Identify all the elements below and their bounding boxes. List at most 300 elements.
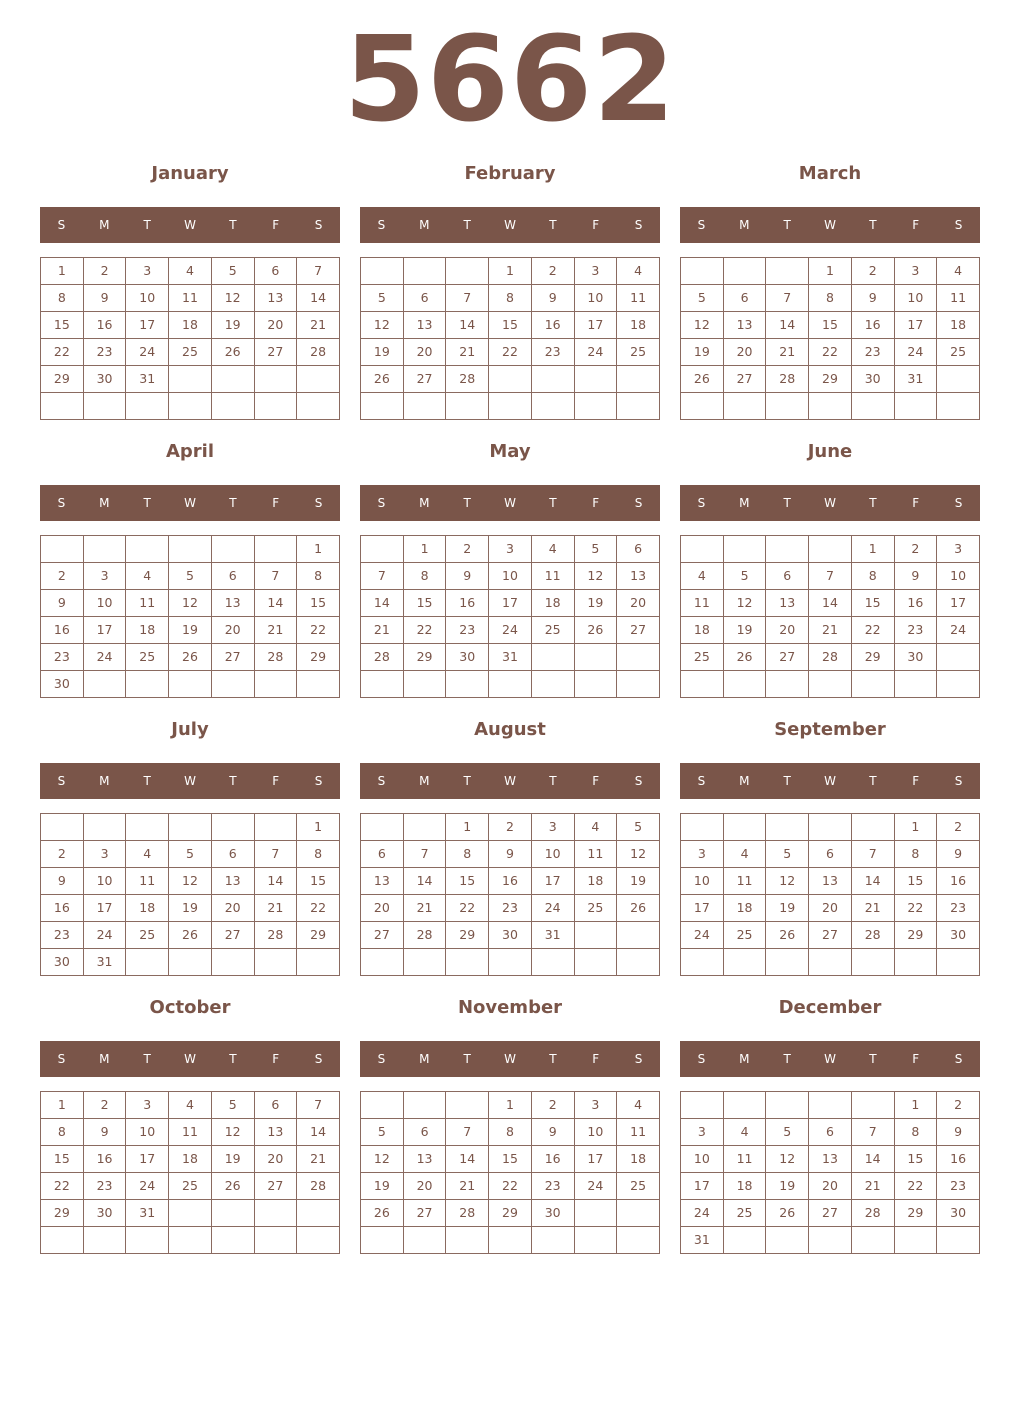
day-cell [254,366,297,393]
day-cell: 13 [254,285,297,312]
day-cell [894,671,937,698]
day-cell: 3 [681,841,724,868]
week-row [681,868,980,895]
day-cell [83,671,126,698]
day-cell: 16 [489,868,532,895]
week-row [41,366,340,393]
weekday-label: S [314,218,323,232]
day-cell: 23 [937,895,980,922]
week-row [361,339,660,366]
day-cell [446,671,489,698]
day-cell [297,1200,340,1227]
day-cell: 12 [723,590,766,617]
day-cell: 4 [617,1092,660,1119]
weekday-label: T [143,218,151,232]
day-cell [297,366,340,393]
day-cell: 12 [681,312,724,339]
day-cell: 16 [83,1146,126,1173]
day-cell: 2 [937,1092,980,1119]
day-cell [403,1092,446,1119]
day-cell [937,393,980,420]
month-grid [40,156,980,1258]
weekday-label: T [783,218,791,232]
day-cell [254,1200,297,1227]
day-cell: 16 [851,312,894,339]
day-cell [41,393,84,420]
day-cell: 26 [169,644,212,671]
day-cell: 20 [403,1173,446,1200]
weekday-label: S [314,1052,323,1066]
day-cell [723,258,766,285]
weekday-label: F [912,496,920,510]
weekday-label: F [592,218,600,232]
day-cell [723,1092,766,1119]
day-cell: 17 [531,868,574,895]
weekday-label: T [783,1052,791,1066]
day-cell: 26 [681,366,724,393]
day-cell: 1 [809,258,852,285]
day-cell: 26 [723,644,766,671]
weekday-header [680,485,980,521]
day-cell: 18 [126,617,169,644]
week-row [41,671,340,698]
day-cell: 17 [574,1146,617,1173]
day-cell: 12 [766,1146,809,1173]
week-row [361,590,660,617]
day-cell [126,814,169,841]
day-cell [617,366,660,393]
day-cell [254,949,297,976]
day-cell: 10 [894,285,937,312]
week-row [41,895,340,922]
day-cell: 11 [126,868,169,895]
day-cell: 5 [617,814,660,841]
day-cell: 20 [361,895,404,922]
week-row [681,312,980,339]
week-row [361,312,660,339]
day-cell: 22 [297,895,340,922]
day-cell [617,671,660,698]
day-cell: 28 [361,644,404,671]
day-cell: 7 [851,1119,894,1146]
day-cell [809,671,852,698]
weekday-header [40,1041,340,1077]
day-cell: 13 [211,590,254,617]
day-cell: 14 [446,312,489,339]
day-cell: 9 [83,285,126,312]
day-cell: 30 [41,671,84,698]
weekday-label: M [99,496,110,510]
day-cell: 29 [297,644,340,671]
day-cell: 19 [169,895,212,922]
day-cell [126,949,169,976]
day-cell: 17 [574,312,617,339]
day-cell: 22 [894,1173,937,1200]
day-cell [126,536,169,563]
day-cell [446,1092,489,1119]
day-cell [361,1092,404,1119]
weekday-label: T [549,1052,557,1066]
day-cell [531,1227,574,1254]
week-row [681,814,980,841]
day-cell: 4 [723,1119,766,1146]
day-cell: 18 [681,617,724,644]
week-row [361,563,660,590]
day-cell: 10 [126,1119,169,1146]
weekday-label: M [99,774,110,788]
day-cell [211,366,254,393]
weekday-label: T [463,774,471,788]
day-cell: 14 [297,1119,340,1146]
day-cell [766,536,809,563]
day-cell: 28 [809,644,852,671]
week-row [41,1227,340,1254]
day-cell: 1 [41,1092,84,1119]
day-cell: 6 [809,1119,852,1146]
day-cell [766,258,809,285]
day-cell: 6 [403,285,446,312]
day-cell [617,922,660,949]
day-cell: 11 [169,285,212,312]
day-cell [937,366,980,393]
day-cell: 30 [489,922,532,949]
day-cell: 23 [531,1173,574,1200]
weekday-label: F [272,496,280,510]
month-september [680,712,980,980]
day-cell [894,1227,937,1254]
month-name: September [774,719,886,740]
week-row [681,1146,980,1173]
day-cell: 20 [809,895,852,922]
day-cell: 30 [894,644,937,671]
day-cell: 30 [851,366,894,393]
day-cell: 27 [617,617,660,644]
day-cell: 21 [297,1146,340,1173]
week-row [681,366,980,393]
day-cell [361,814,404,841]
day-cell: 19 [681,339,724,366]
weekday-label: T [549,774,557,788]
day-cell: 13 [766,590,809,617]
day-cell: 10 [83,868,126,895]
day-cell: 6 [254,1092,297,1119]
day-cell [531,366,574,393]
day-cell [126,671,169,698]
weekday-label: S [634,496,643,510]
week-row [41,922,340,949]
day-cell [574,366,617,393]
week-row [41,868,340,895]
day-cell: 11 [126,590,169,617]
day-cell: 6 [254,258,297,285]
day-cell: 23 [41,644,84,671]
week-row [41,949,340,976]
day-cell: 16 [937,868,980,895]
week-row [361,393,660,420]
week-row [681,1173,980,1200]
day-cell: 15 [446,868,489,895]
day-cell [361,671,404,698]
day-cell [574,1227,617,1254]
day-cell [446,1227,489,1254]
day-cell: 5 [169,563,212,590]
month-march [680,156,980,424]
day-cell: 12 [211,1119,254,1146]
day-cell: 30 [83,1200,126,1227]
day-cell: 4 [169,1092,212,1119]
day-cell: 23 [937,1173,980,1200]
day-cell: 18 [169,1146,212,1173]
day-cell: 12 [361,312,404,339]
day-cell [766,393,809,420]
weekday-label: T [143,774,151,788]
week-row [41,644,340,671]
day-cell [403,258,446,285]
day-cell: 15 [489,312,532,339]
day-cell: 27 [723,366,766,393]
day-cell: 30 [83,366,126,393]
month-name: November [457,997,563,1018]
day-cell [211,1227,254,1254]
day-cell: 7 [254,841,297,868]
weekday-label: M [419,496,430,510]
day-cell [211,1200,254,1227]
day-cell: 10 [681,1146,724,1173]
week-row [361,895,660,922]
day-cell: 11 [617,1119,660,1146]
day-cell: 12 [169,868,212,895]
weekday-label: M [99,1052,110,1066]
day-cell: 24 [937,617,980,644]
week-row [361,1227,660,1254]
weekday-label: W [504,1052,516,1066]
day-cell [617,1200,660,1227]
day-cell: 4 [169,258,212,285]
day-cell: 8 [809,285,852,312]
weekday-label: S [954,774,963,788]
day-cell [574,949,617,976]
day-cell [937,1227,980,1254]
day-cell: 4 [574,814,617,841]
day-cell [361,536,404,563]
day-cell [531,644,574,671]
week-row [361,922,660,949]
day-cell: 2 [41,563,84,590]
week-row [361,1092,660,1119]
day-cell [681,814,724,841]
day-cell: 18 [531,590,574,617]
day-cell [254,393,297,420]
week-row [681,536,980,563]
day-cell: 9 [41,868,84,895]
week-row [41,285,340,312]
day-cell: 7 [254,563,297,590]
day-cell: 9 [83,1119,126,1146]
day-cell [681,671,724,698]
day-cell: 10 [574,285,617,312]
day-cell: 2 [83,258,126,285]
week-row [681,949,980,976]
day-cell: 1 [297,814,340,841]
day-cell [723,1227,766,1254]
week-row [41,536,340,563]
day-cell: 8 [297,841,340,868]
day-cell: 14 [254,590,297,617]
day-cell [83,814,126,841]
day-cell [211,536,254,563]
weekday-header [680,1041,980,1077]
day-cell: 20 [723,339,766,366]
day-cell [211,393,254,420]
day-cell: 17 [83,617,126,644]
day-cell [211,814,254,841]
day-cell: 21 [446,339,489,366]
day-cell [297,949,340,976]
day-cell: 8 [894,1119,937,1146]
day-cell: 5 [681,285,724,312]
day-cell: 13 [723,312,766,339]
weekday-label: S [954,1052,963,1066]
day-cell: 13 [403,312,446,339]
day-cell: 11 [574,841,617,868]
day-cell: 7 [361,563,404,590]
week-row [41,841,340,868]
weekday-label: W [184,1052,196,1066]
day-cell: 23 [83,1173,126,1200]
day-cell: 15 [41,1146,84,1173]
day-cell: 22 [894,895,937,922]
day-cell: 27 [254,339,297,366]
day-cell: 14 [809,590,852,617]
weekday-header [680,207,980,243]
day-cell: 26 [766,922,809,949]
day-cell: 20 [766,617,809,644]
day-cell [937,671,980,698]
weekday-label: T [869,1052,877,1066]
day-cell: 1 [489,1092,532,1119]
day-cell [489,1227,532,1254]
week-row [41,312,340,339]
day-cell [361,393,404,420]
month-name: March [798,163,862,184]
day-cell: 22 [41,339,84,366]
day-cell [851,671,894,698]
week-row [361,617,660,644]
day-cell: 8 [851,563,894,590]
day-cell: 20 [211,617,254,644]
day-cell: 10 [681,868,724,895]
day-cell [617,949,660,976]
day-cell: 3 [489,536,532,563]
day-cell: 23 [894,617,937,644]
day-cell: 22 [851,617,894,644]
day-cell: 9 [937,1119,980,1146]
day-grid [360,257,660,420]
day-cell [83,1227,126,1254]
day-cell: 19 [169,617,212,644]
day-cell: 11 [617,285,660,312]
day-cell: 18 [617,312,660,339]
day-cell: 5 [361,285,404,312]
day-cell [617,644,660,671]
day-cell [489,366,532,393]
weekday-label: W [504,218,516,232]
day-cell [403,949,446,976]
day-cell [766,949,809,976]
weekday-label: S [634,774,643,788]
day-cell [723,814,766,841]
day-cell [169,949,212,976]
day-cell: 30 [531,1200,574,1227]
week-row [41,393,340,420]
day-cell: 24 [126,339,169,366]
week-row [361,1200,660,1227]
day-cell: 30 [446,644,489,671]
day-cell: 26 [169,922,212,949]
day-cell [254,671,297,698]
day-cell: 13 [211,868,254,895]
month-december [680,990,980,1258]
day-cell: 21 [254,617,297,644]
day-cell [41,1227,84,1254]
day-cell: 26 [766,1200,809,1227]
day-cell [254,814,297,841]
day-cell [894,393,937,420]
day-cell: 27 [766,644,809,671]
day-cell [809,1227,852,1254]
weekday-label: F [272,1052,280,1066]
month-november [360,990,660,1258]
day-cell: 2 [446,536,489,563]
weekday-label: T [143,1052,151,1066]
day-cell [41,814,84,841]
weekday-label: M [419,774,430,788]
day-cell: 25 [617,339,660,366]
week-row [681,922,980,949]
day-cell: 12 [169,590,212,617]
day-cell: 19 [766,895,809,922]
day-cell: 3 [83,563,126,590]
day-cell: 2 [531,258,574,285]
day-cell: 19 [766,1173,809,1200]
day-cell [574,644,617,671]
weekday-label: S [954,218,963,232]
day-cell: 1 [894,1092,937,1119]
day-cell: 4 [126,841,169,868]
day-cell: 10 [937,563,980,590]
day-cell: 3 [937,536,980,563]
weekday-header [360,485,660,521]
day-cell: 19 [723,617,766,644]
month-june [680,434,980,702]
week-row [681,1119,980,1146]
day-cell: 6 [617,536,660,563]
day-cell: 1 [41,258,84,285]
day-cell [681,536,724,563]
weekday-label: W [184,496,196,510]
day-cell: 21 [809,617,852,644]
weekday-label: S [57,496,66,510]
month-name: May [489,441,531,462]
week-row [681,841,980,868]
day-cell: 29 [446,922,489,949]
week-row [361,258,660,285]
day-cell: 26 [361,1200,404,1227]
day-cell: 23 [41,922,84,949]
day-cell: 13 [403,1146,446,1173]
day-cell: 5 [766,1119,809,1146]
day-cell: 14 [403,868,446,895]
